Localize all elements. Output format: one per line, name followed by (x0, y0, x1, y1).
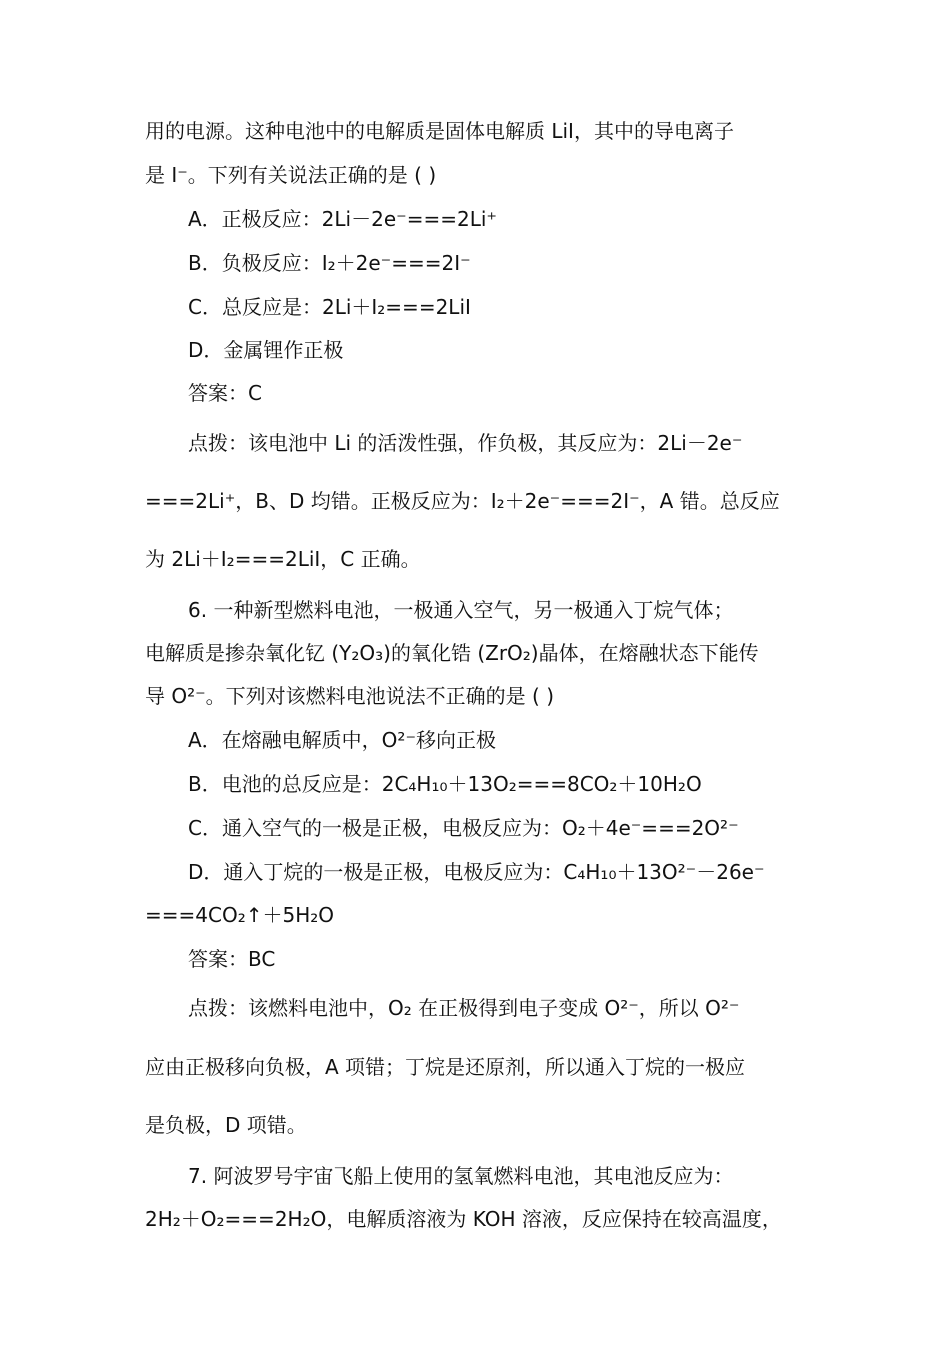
option-6a: A．在熔融电解质中，O²⁻移向正极 (188, 728, 496, 752)
text-line-1: 用的电源。这种电池中的电解质是固体电解质 LiI，其中的导电离子 (145, 119, 734, 143)
explanation-5-line-1: 点拨：该电池中 Li 的活泼性强，作负极，其反应为：2Li－2e⁻ (188, 431, 743, 455)
option-6d-continued: ===4CO₂↑＋5H₂O (145, 903, 335, 927)
option-6c: C．通入空气的一极是正极，电极反应为：O₂＋4e⁻===2O²⁻ (188, 816, 739, 840)
question-7-line-1: 7. 阿波罗号宇宙飞船上使用的氢氧燃料电池，其电池反应为： (188, 1164, 734, 1188)
explanation-6-line-1: 点拨：该燃料电池中，O₂ 在正极得到电子变成 O²⁻，所以 O²⁻ (188, 996, 740, 1020)
answer-5: 答案：C (188, 381, 262, 405)
question-6-line-2: 电解质是掺杂氧化钇 (Y₂O₃)的氧化锆 (ZrO₂)晶体，在熔融状态下能传 (145, 641, 759, 665)
option-d: D．金属锂作正极 (188, 338, 344, 362)
option-a: A．正极反应：2Li－2e⁻===2Li⁺ (188, 207, 497, 231)
option-b: B．负极反应：I₂＋2e⁻===2I⁻ (188, 251, 471, 275)
option-6d: D．通入丁烷的一极是正极，电极反应为：C₄H₁₀＋13O²⁻－26e⁻ (188, 860, 765, 884)
explanation-6-line-3: 是负极，D 项错。 (145, 1113, 307, 1137)
question-6-line-3: 导 O²⁻。下列对该燃料电池说法不正确的是 ( ) (145, 684, 554, 708)
option-6b: B．电池的总反应是：2C₄H₁₀＋13O₂===8CO₂＋10H₂O (188, 772, 702, 796)
explanation-5-line-3: 为 2Li＋I₂===2LiI，C 正确。 (145, 547, 421, 571)
answer-6: 答案：BC (188, 947, 276, 971)
text-line-2: 是 I⁻。下列有关说法正确的是 ( ) (145, 163, 437, 187)
explanation-6-line-2: 应由正极移向负极，A 项错；丁烷是还原剂，所以通入丁烷的一极应 (145, 1055, 746, 1079)
option-c: C．总反应是：2Li＋I₂===2LiI (188, 295, 471, 319)
explanation-5-line-2: ===2Li⁺，B、D 均错。正极反应为：I₂＋2e⁻===2I⁻，A 错。总反应 (145, 489, 780, 513)
question-6-line-1: 6. 一种新型燃料电池，一极通入空气，另一极通入丁烷气体； (188, 598, 734, 622)
question-7-line-2: 2H₂＋O₂===2H₂O，电解质溶液为 KOH 溶液，反应保持在较高温度， (145, 1207, 782, 1231)
